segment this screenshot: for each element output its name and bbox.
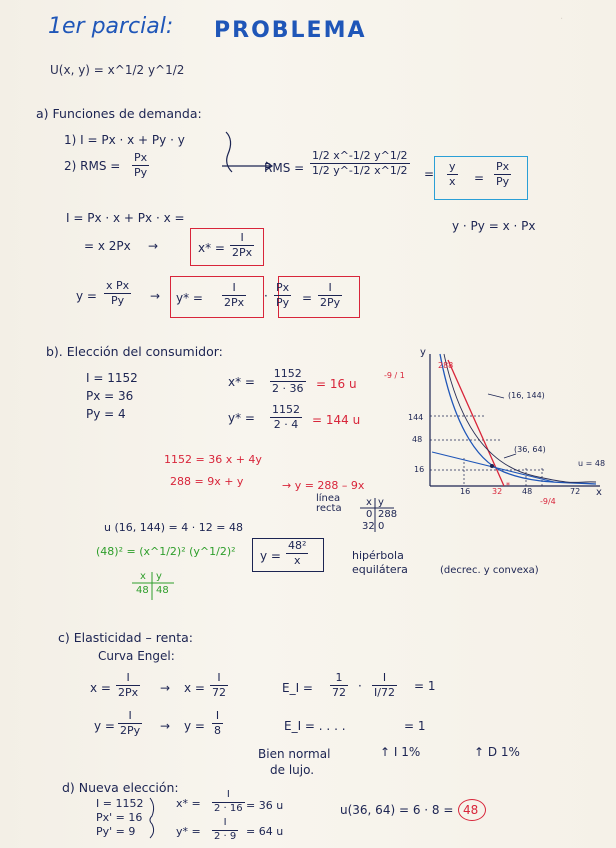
budget-line-eq-2: 288 = 9x + y <box>170 475 244 488</box>
graph-slope-red: -9 / 1 <box>384 371 405 380</box>
side-equation: y · Py = x · Px <box>452 219 536 233</box>
dot: · <box>264 289 268 303</box>
graph-x-axis-label: x <box>596 487 602 498</box>
elasticity-result: = 1 <box>414 679 436 693</box>
y-demand-label: y = <box>94 719 115 733</box>
ystar-label: y* = <box>176 291 203 305</box>
utility-value: u (16, 144) = 4 · 12 = 48 <box>104 521 243 534</box>
title-part1: 1er parcial: <box>48 14 174 39</box>
budget-substitution: I = Px · x + Px · x = <box>66 211 185 225</box>
new-xstar-fraction: I 2 · 16 <box>214 789 243 814</box>
hyperbola-note-3: (decrec. y convexa) <box>440 565 539 576</box>
new-py: Py' = 9 <box>96 825 136 838</box>
graph-utility-label: u = 48 <box>578 459 606 468</box>
graph-y288: 288 <box>438 361 454 370</box>
brace-arrow <box>218 128 288 188</box>
y-demand-fraction: I 2Py <box>120 709 141 737</box>
py-value: Py = 4 <box>86 407 126 421</box>
y-demand-2-label: y = <box>184 719 205 733</box>
new-px: Px' = 16 <box>96 811 143 824</box>
y-line-fraction: x Px Py <box>106 279 130 307</box>
graph-y144: 144 <box>408 413 424 422</box>
hyperbola-note-1: hipérbola <box>352 549 404 562</box>
graph-x16: 16 <box>460 487 471 496</box>
green-tbl-cell: 48 <box>156 585 169 596</box>
arrow: → <box>160 681 171 695</box>
hyperbola-note-2: equilátera <box>352 563 408 576</box>
box-y-over-x: y x <box>449 160 456 188</box>
section-c-heading: c) Elasticidad – renta: <box>58 630 193 645</box>
bleed-through-mark: · <box>560 14 564 25</box>
new-income: I = 1152 <box>96 797 144 810</box>
xstar-label: x* = <box>198 241 225 255</box>
tbl-header-x: x <box>366 497 372 508</box>
budget-line-eq: 1152 = 36 x + 4y <box>164 453 262 466</box>
y-line-label: y = <box>76 289 97 303</box>
elasticity-2-result: = 1 <box>404 719 426 733</box>
consumer-choice-graph <box>404 348 604 498</box>
xstar-b-label: x* = <box>228 375 255 389</box>
bien-normal: Bien normal <box>258 747 331 761</box>
tbl-cell: 288 <box>378 509 398 520</box>
box-px-over-py: Px Py <box>496 160 510 188</box>
budget-equation: 1) I = Px · x + Py · y <box>64 133 185 147</box>
hyperbola-fraction: 48² x <box>288 539 307 567</box>
ystar-fraction: I 2Px <box>224 281 245 309</box>
graph-x72: 72 <box>570 487 581 496</box>
tbl-cell: 32 <box>362 521 375 532</box>
elasticity-fraction-1: 1 72 <box>332 671 346 699</box>
y-demand-2-fraction: I 8 <box>214 709 221 737</box>
green-tbl-header-x: x <box>140 571 146 582</box>
elasticity-fraction-2: I I/72 <box>374 671 395 699</box>
graph-point-1: (16, 144) <box>508 391 545 400</box>
rms-equation-label: 2) RMS = <box>64 159 121 173</box>
ystar-fraction-2: Px Py <box>276 281 290 309</box>
xstar-b-fraction: 1152 2 · 36 <box>272 367 304 395</box>
tbl-cell: 0 <box>366 509 373 520</box>
graph-y16: 16 <box>414 465 425 474</box>
demand-increase: ↑ D 1% <box>474 745 520 759</box>
new-ystar-result: = 64 u <box>246 825 284 838</box>
ystar-b-label: y* = <box>228 411 255 425</box>
xstar-fraction: I 2Px <box>232 231 253 259</box>
section-d-heading: d) Nueva elección: <box>62 780 179 795</box>
graph-y-axis-label: y <box>420 347 426 358</box>
ystar-fraction-3: I 2Py <box>320 281 341 309</box>
x-demand-label: x = <box>90 681 111 695</box>
graph-y48: 48 <box>412 435 423 444</box>
income-increase: ↑ I 1% <box>380 745 421 759</box>
arrow: → <box>160 719 171 733</box>
de-lujo: de lujo. <box>270 763 315 777</box>
elasticity-dot: · <box>358 679 362 693</box>
budget-line-eq-3: → y = 288 – 9x <box>282 479 365 492</box>
graph-x32: 32 <box>492 487 503 496</box>
rms-label: RMS = <box>264 161 305 175</box>
recta-label: recta <box>316 503 342 514</box>
x-demand-2-label: x = <box>184 681 205 695</box>
graph-slope-red-2: -9/4 <box>540 497 556 506</box>
green-tbl-cell: 48 <box>136 585 149 596</box>
new-ystar-fraction: I 2 · 9 <box>214 817 237 842</box>
tbl-cell: 0 <box>378 521 385 532</box>
graph-star: * <box>506 481 510 490</box>
green-table-lines <box>128 570 178 604</box>
ystar-b-result: = 144 u <box>312 413 361 427</box>
elasticity-2: E_I = . . . . <box>284 719 346 733</box>
elasticity-label: E_I = <box>282 681 313 695</box>
graph-x48: 48 <box>522 487 533 496</box>
xstar-b-result: = 16 u <box>316 377 357 391</box>
title-part2: PROBLEMA <box>214 18 367 43</box>
x-demand-2-fraction: I 72 <box>212 671 226 699</box>
box-equals: = <box>474 171 485 185</box>
engel-subheading: Curva Engel: <box>98 649 175 663</box>
px-value: Px = 36 <box>86 389 134 403</box>
table-lines <box>358 496 398 536</box>
budget-substitution-2: = x 2Px <box>84 239 131 253</box>
linea-label: línea <box>316 493 341 504</box>
hyperbola-lhs: y = <box>260 549 281 563</box>
section-b-heading: b). Elección del consumidor: <box>46 344 223 359</box>
graph-point-2: (36, 64) <box>514 445 546 454</box>
green-equation: (48)² = (x^1/2)² (y^1/2)² <box>96 545 236 558</box>
utility-function: U(x, y) = x^1/2 y^1/2 <box>50 63 185 77</box>
new-ystar-label: y* = <box>176 825 201 838</box>
rms-fraction: 1/2 x^-1/2 y^1/2 1/2 y^-1/2 x^1/2 <box>312 149 408 177</box>
arrow: → <box>148 239 159 253</box>
ystar-equals: = <box>302 291 313 305</box>
arrow: → <box>150 289 161 303</box>
ystar-b-fraction: 1152 2 · 4 <box>272 403 300 431</box>
new-utility-result: 48 <box>463 803 479 817</box>
new-xstar-label: x* = <box>176 797 201 810</box>
green-tbl-header-y: y <box>156 571 162 582</box>
section-a-heading: a) Funciones de demanda: <box>36 106 202 121</box>
income-value: I = 1152 <box>86 371 138 385</box>
rms-price-ratio: Px Py <box>134 151 148 179</box>
new-utility-expr: u(36, 64) = 6 · 8 = <box>340 803 454 817</box>
new-xstar-result: = 36 u <box>246 799 284 812</box>
brace <box>146 796 160 840</box>
tbl-header-y: y <box>378 497 384 508</box>
x-demand-fraction: I 2Px <box>118 671 139 699</box>
rms-equals: = <box>424 167 435 181</box>
